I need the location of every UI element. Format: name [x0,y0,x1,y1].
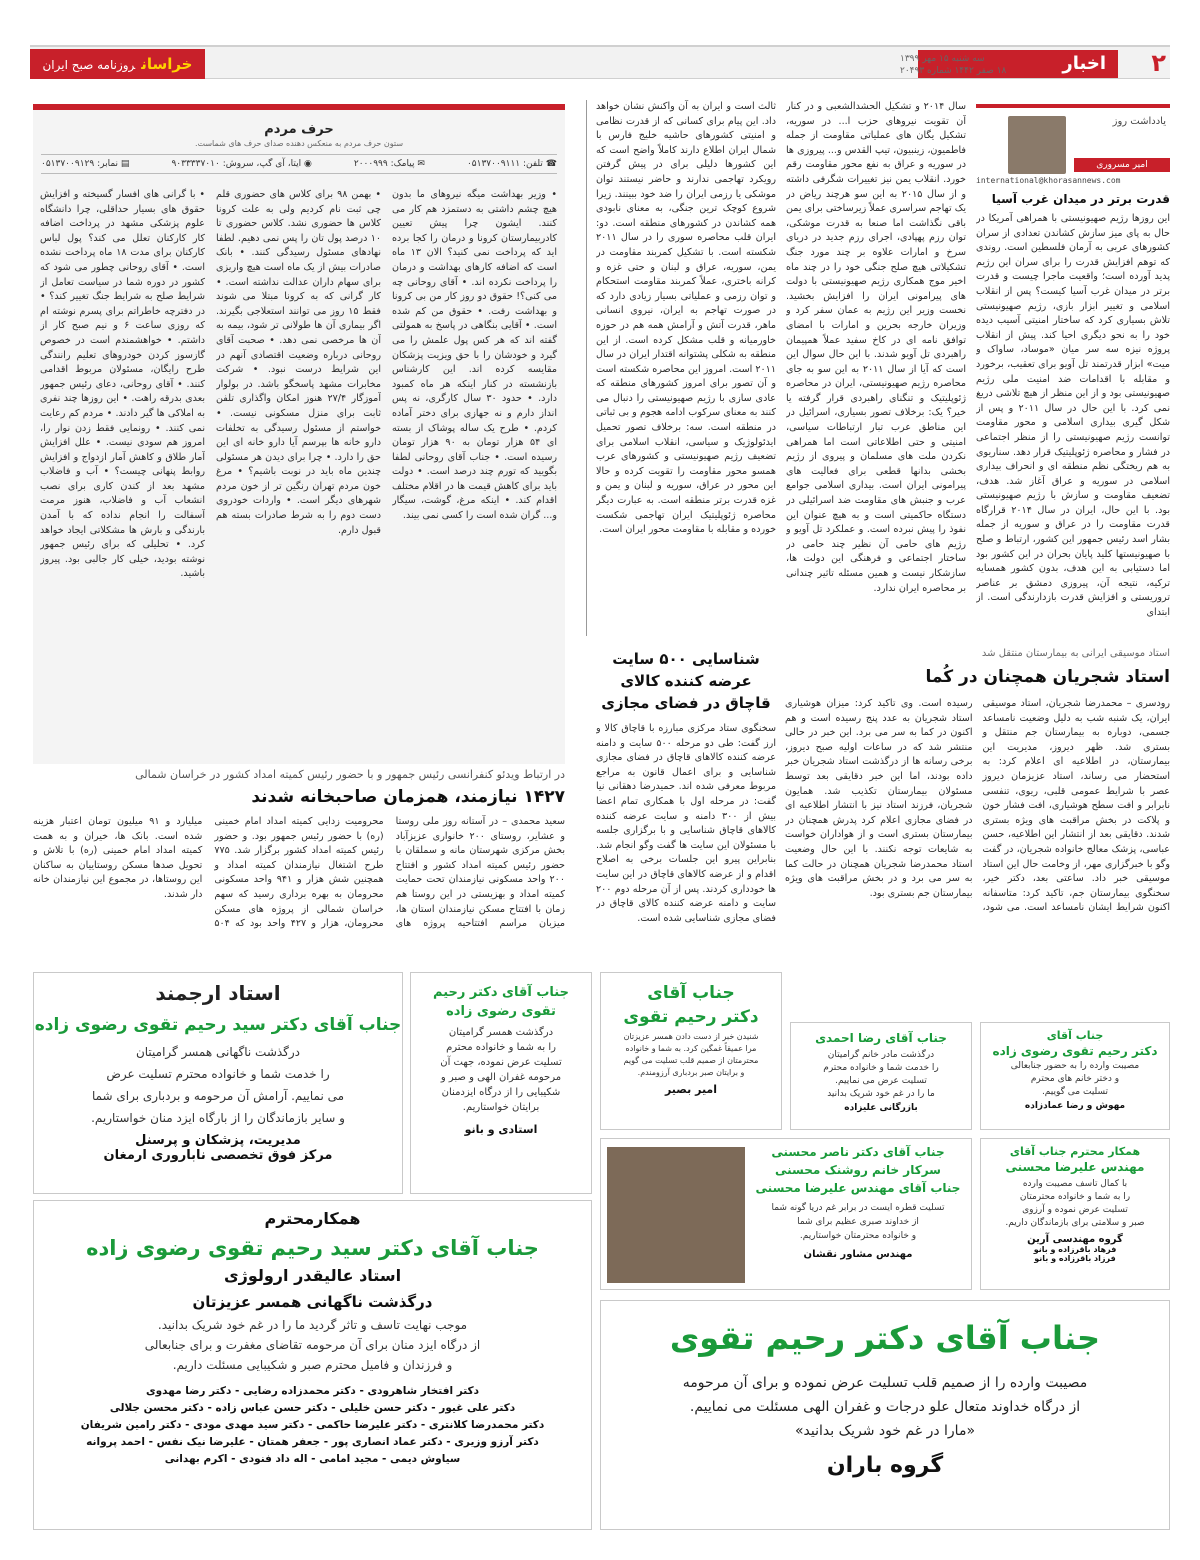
ad-signature: مرکز فوق تخصصی ناباروری ارمغان [103,1148,333,1163]
note-title: قدرت برتر در میدان غرب آسیا [991,192,1170,206]
analysis-text-col2: ثالث است و ایران به آن واکنش نشان خواهد داد. این پیام برای کسانی که از قدرت نظامی و امنیتی کشورهای حاشیه خلیج فارس با شمال ایران اطلاع دارند کاملاً واضح است که این کشورها دلیلی برای در پیش گرفتن رویکرد تهاجمی ندارند و حاضر نیستند توان موشکی یا رزمی ایران را ضد خود ببینند. زیرا شروع کوچک ترین جنگی، به معنای نابودی همه کشاندن در کشورهای منطقه است. دو: ایران قلب محاصره سوری را در سال ۲۰۱۱ شکسته است. با تشکیل کمربند مقاومت در یمن، سوریه، عراق و لبنان و حتی غزه و کرانه باختری، عملاً کمربند مقاومت استحکام و توان رزمی و عملیاتی بسیار زیادی دارد که در صورت تهاجم به ایران، نیروی انسانی ماهر، قدرت آتش و آرامش همه هم در حوزه خاورمیانه و قلب مشکل کرده است. از این منطقه به شکلی پشتوانه اقتدار ایران در سال ۲۰۱۱ است. امروز این محاصره شکسته است و آن تصور برای امروز کشورهای منطقه که عادی سازی با رژیم صهیونیستی را دنبال می کنند به معنای سرکوب ادامه هجوم و بی ثباتی در منطقه است. سه: برخلاف تصور تحمیل ایدئولوژیک و سیاسی، انقلاب اسلامی برای تضعیف رژیم صهیونیستی و کشورهای عرب همسو محور مقاومت را تقویت کرده و حالا این محور در عراق، سوریه و لبنان و یمن و غزه قدرت برتر منطقه است. به عبارت دیگر محاصره ژئوپلیتیک ایران تهاجمی شکست خورده و مقابله با مقاومت محور ایران است. [596,101,776,536]
ad-line: درگذشت ناگهانی همسر عزیزتان [192,1293,433,1311]
ad-title: جناب آقای رضا احمدی [815,1031,947,1045]
ad-body [601,1371,1169,1443]
ad-body [601,1031,781,1079]
ad-line: درگذشت ناگهانی همسر گرامیتان [135,1045,301,1059]
date-line-1: سه شنبه ۱۵ مهر ۱۳۹۹ [900,54,985,64]
harf-subtitle: ستون حرف مردم به منعکس دهنده صدای حرف های شماست. [194,139,404,148]
ad-title: جناب آقای [1046,1029,1104,1042]
fax-number: ۰۵۱۳۷۰۰۹۱۲۹ [41,159,95,169]
ad-signature: مهندس مشاور نقشان [803,1249,913,1260]
apps-info[interactable]: ◉ ایتا، آی گپ، سروش: ۹۰۳۳۳۳۷۰۱۰ [171,159,312,169]
shajarian-article [785,648,1170,970]
harf-column-2: • بهمن ۹۸ برای کلاس های حضوری قلم چی ثبت نام کردیم ولی به علت کرونا کلاس ها حضوری نشد. کلاس حضوری تا ۱۰ درصد پول تان را پس نمی دهیم. لطفا نهادهای مسئول رسیدگی کنند. • بانک صادرات بیش از یک ماه است هیچ واریزی برای سهام داران عدالت نداشته است. • کار گرانی که به کرونا مبتلا می شوند فقط ۱۵ روز می توانند استعلاجی بگیرند. اگر بیماری آن ها طولانی تر شود، بیمه به آن ها مرخصی نمی دهد. • صحبت آقای روحانی درباره وضعیت اقتصادی آنهم در این شرایط درست نبود. • شرکت مخابرات مشهد پاسخگو باشد. در بولوار آموزگار ۲۷/۴ هنوز امکان واگذاری تلفن ثابت برای منزل مسکونی نیست. • خواستم از مسئول رسیدگی به تخلفات دارو خانه ها بپرسم آیا دارو خانه ای این حق را دارد. • چرا برای دیدن هر مسئولی چندین ماه باید در نوبت باشیم؟ • مرغ خون مردم تهران رنگین تر از خون مردم شهرهای دیگر است. • واردات خودروی دست دوم را به شرط صادرات بسته هم قبول دارم. [216,189,381,536]
ad-line: محترمتان از صمیم قلب تسلیت می گویم [623,1056,759,1065]
ad-signature: استادی و بانو [464,1123,538,1136]
ad-line: و سایر بازماندگان را از بارگاه ایزد منان خواستاریم. [91,1111,345,1125]
housing-title: ۱۴۲۷ نیازمند، همزمان صاحبخانه شدند [251,787,565,807]
ad-signature: امیر بصیر [664,1083,718,1096]
ad-body [34,1041,402,1129]
ad-signature: فرزاد باقرزاده و بانو [1034,1254,1116,1263]
ad-signature: مهوش و رضا عمادزاده [1024,1101,1126,1111]
harf-mardom-section [33,104,565,764]
condolence-ad-ostadi [410,972,592,1194]
condolence-ad-urology [33,1200,592,1530]
ad-body [981,1060,1169,1099]
ad-line: تسلیت قطره ایست در برابر غم دریا گونه شما [771,1203,945,1213]
author-photo [1008,116,1066,174]
ad-body [34,1315,591,1375]
condolence-ad-naqshan [600,1138,972,1290]
editorial-note [976,104,1170,640]
ad-signature: گروه باران [826,1453,944,1478]
ad-line: شکیبایی را از درگاه ایزدمنان [441,1087,561,1098]
phone-label: تلفن: [523,159,543,169]
column-divider [586,100,587,636]
ad-line: ما را در غم خود شریک بدانید [827,1089,935,1099]
ad-line: می نماییم. آرامش آن مرحومه و بردباری برای شما [91,1089,345,1103]
note-top-rule [976,104,1170,108]
ad-line: موجب نهایت تاسف و تاثر گردید ما را در غم خود شریک بدانید. [157,1318,468,1332]
issue-date [900,53,1040,77]
ad-line: مصیبت وارده را به حضور جنابعالی [1010,1061,1140,1071]
fax-info[interactable]: ▤ نمابر: ۰۵۱۳۷۰۰۹۱۲۹ [41,159,130,169]
shajarian-body: رودسری – محمدرضا شجریان، استاد موسیقی ایران، یک شنبه شب به دلیل وضعیت نامساعد جسمی، دوباره به بیمارستان جم منتقل و بستری شد. ظهر دیروز، مدیریت این بیمارستان، در اطلاعیه ای اعلام کرد: به استحضار می رساند، استاد عزیزمان دیروز عصر با شرایط عمومی قلبی، ریوی، تنفسی نابرابر و افت سطح هوشیاری، افت فشار خون و پلاکت در بخش مراقبت های ویژه بستری شدند. دقایقی بعد از انتشار این اطلاعیه، حسن عباسی، پزشک معالج خانواده شجریان، در گفت وگو با خبرگزاری مهر، از وخامت حال این استاد موسیقی خبر داد. ساعتی بعد، دکتر خیر، سخنگوی بیمارستان جم، تاکید کرد: متاسفانه اکنون شرایط ایشان نامساعد است. می شود، رسیده است. وی تاکید کرد: میزان هوشیاری استاد شجریان به عدد پنج رسیده است و هم اکنون در کما به سر می برد. این خبر در حالی منتشر شد که در ساعات اولیه صبح دیروز، برخی رسانه ها از درگذشت استاد شجریان خبر داده بودند، اما این خبر دقایقی بعد توسط مسئولان بیمارستان تکذیب شد. همایون شجریان، فرزند استاد نیز با انتشار اطلاعیه ای در فضای مجازی اعلام کرد پدرش همچنان در بیمارستان بستری است و از هواداران خواست به شایعات توجه نکنند. با این حال وضعیت استاد محمدرضا شجریان همچنان در حالت کما به سر می برد و در بخش مراقبت های ویژه بیمارستان جم بستری بود. [785,698,1170,914]
condolence-ad-arian [980,1138,1170,1290]
ad-body [751,1201,965,1243]
ad-signature: گروه مهندسی آرین [1027,1234,1123,1245]
ad-subtitle: استاد عالیقدر ارولوژی [223,1266,402,1285]
fax-label: نمابر: [97,159,119,169]
ad-line: مرا عمیقاً غمگین کرد. به شما و خانواده [625,1044,757,1053]
ad-signature: دکتر محمدرضا کلانتری - دکتر علیرضا حاکمی - دکتر سید مهدی مودی - دکتر رامین شریفان [80,1419,545,1431]
ad-line: را به شما و خانواده محترم [446,1042,556,1053]
page-header [30,45,1170,79]
smuggling-title: شناسایی ۵۰۰ سایت عرضه کننده کالای قاچاق در فضای مجازی [601,650,771,712]
note-label: یادداشت روز [1112,116,1166,127]
ad-line: مرحومه غفران الهی و صبر و [440,1072,562,1083]
ad-line: درگذشت همسر گرامیتان [448,1027,554,1038]
phone-info[interactable]: ☎ تلفن: ۰۵۱۳۷۰۰۹۱۱۱ [466,159,557,169]
ad-line: شنیدن خبر از دست دادن همسر عزیزتان [623,1032,759,1041]
harf-top-rule [33,104,565,110]
harf-title: حرف مردم [264,122,334,137]
ad-signature: فرهاد باقرزاده و بانو [1033,1245,1117,1254]
newspaper-logo[interactable] [30,49,205,79]
logo-tagline: روزنامه صبح ایران [42,58,136,72]
ad-signature: دکتر آرزو وزیری - دکتر عماد انصاری پور - جعفر همتان - علیرضا نیک نفس - احمد پروانه [86,1436,539,1448]
condolence-ad-emadzadeh [980,1022,1170,1130]
housing-article [33,768,565,968]
ad-line: برایتان خواستاریم. [462,1102,540,1113]
note-body: این روزها رژیم صهیونیستی با همراهی آمریکا در حال به پای میز سازش کشاندن تعدادی از سران کشورهای عربی به آرمان فلسطین است. روندی که توهم افزایش قدرت را برای سران این رژیم پدید آورده است؛ واقعیت ماجرا چیست و قدرت برتر در میدان غرب آسیا کیست؟ پس از انقلاب اسلامی و تغییر ابزار بازی، رژیم صهیونیستی تلاش بسیاری کرد که ساختار امنیتی آسیب دیده خود را به نحو دیگری احیا کند. پیش از انقلاب پروژه نیزه سه سر میان «موساد، ساواک و میت» ابزار قدرتمند تل آویو برای تعقیب، برخورد و مقابله با اقدامات ضد امنیت ملی رژیم صهیونیستی بود و از این منظر از هیچ تلاشی دریغ نمی کرد. با این حال در سال ۲۰۱۱ و پس از شکل گیری بیداری اسلامی و محور مقاومت توانست رژیم صهیونیستی را از منظر اجتماعی در فشار و محاصره ژئوپلیتیک قرار دهد. سناریوی به هم ریختگی نظم منطقه ای و انحراف بیداری اسلامی در سوریه و عراق آغاز شد. هدف، تضعیف مقاومت و سازش با رژیم صهیونیستی بود. با این حال، ایران در سال ۲۰۱۴ قرارگاه قدرت مقاومت را در عراق و سوریه از جمله بشار اسد رئیس جمهور این کشور، ارتباط و صلح با صهیونیستها کلید پایان بحران در این کشور بود اما دستیابی به این هدف، بدون کشور همسایه ترکیه، نتیجه آن، پیروزی دمشق بر عناصر تروریستی و افزایش قدرت بازدارندگی است. از ابتدای [976,213,1170,619]
portrait-photo [607,1147,745,1283]
ad-name: تقوی رضوی زاده [446,1004,556,1019]
ad-line: از خداوند صبری عظیم برای شما [797,1217,919,1227]
ad-name: جناب آقای دکتر سید رحیم تقوی رضوی زاده [34,1015,402,1035]
ad-name: مهندس علیرضا محسنی [1005,1160,1145,1174]
ad-body [981,1178,1169,1230]
ad-signature: مدیریت، پزشکان و پرسنل [135,1133,301,1148]
ad-line: و خانواده محترمتان خواستاریم. [799,1231,917,1241]
harf-column-3: • با گرانی های افسار گسیخته و افزایش حقوق های بسیار حداقلی، چرا دانشگاه علوم پزشکی مشهد در پرداخت اضافه کار کارکنان تعلل می کند؟ پول لباس کارکنان برای مدت ۱۸ ماه پرداخت نشده است. • آقای روحانی چطور می شود که کشور در دوره شما در سیاست تعامل از شرایط صلح به شرایط جنگ تغییر کند؟ • در دفترچه خاطراتم برای پسرم نوشته ام که روزی ساعت ۶ و نیم صبح کار از داشتم. • خواهشمندم است در خصوص گازسوز کردن خودروهای تعلیم رانندگی طرح رایگان، مسئولان مربوط اقدامی کنند. • آقای روحانی، دعای رئیس جمهور بعدی بدرقه راهت. • این روزها چند نفری به املاکی ها گیر دادند. • مردم کم رعایت نمی کنند. • رونمایی فقط زدن نوار را، امروز هم سودی نیست. • علل افزایش آمار طلاق و کاهش آمار ازدواج و افزایش روابط پنهانی چیست؟ • آب و فاضلاب مشهد بعد از کندن کاری برای نصب انشعاب آب و فاضلاب، هنوز مرمت آسفالت را انجام نداده که با آمدن بارندگی و بارش ها مشکلاتی ایجاد خواهد کرد. • تحلیلی که برای رئیس جمهور نوشته بودید، خیلی کار جالبی بود. پیروز باشید. [40,189,205,580]
ad-signatories [34,1383,591,1468]
ad-title: همکارمحترم [264,1209,361,1228]
condolence-ad-alizadeh [790,1022,972,1130]
ad-body [791,1049,971,1101]
author-email[interactable]: international@khorasannews.com [976,176,1121,185]
ad-title: استاد ارجمند [155,981,281,1005]
date-line-2: ۱۸ صفر ۱۴۴۲ شماره ۲۰۴۹۳ [900,66,1007,76]
ad-line: مصیبت وارده را از صمیم قلب تسلیت عرض نموده و برای آن مرحومه [682,1375,1088,1391]
condolence-ad-baran [600,1300,1170,1530]
ad-line: تسلیت عرض نموده و آرزوی [1022,1205,1128,1215]
author-name: امیر مسروری [1074,158,1170,172]
ad-signature: بازرگانی علیزاده [844,1103,918,1113]
analysis-text-col1: سال ۲۰۱۴ و تشکیل الحشدالشعبی و در کنار آن تقویت نیروهای حزب ا... در سوریه، تشکیل یگان های عملیاتی مقاومت از جمله فاطمیون، زینبیون، تیپ القدس و... پیروزی ها در سوریه و عراق به نفع محور مقاومت رقم خورد. انقلاب یمن نیز تغییرات شگرفی داشته و از سال ۲۰۱۵ به این سو هرچند ریاض در یک تهاجم سراسری عملاً زیرساختی برای یمن باقی نگذاشت اما صنعا به قدرت موشکی، توان رزم پهپادی، اجرای رزم جدید در دریای سرخ و امارات علاوه بر چند مورد جنگ تشکیلاتی هیچ صلح جنگی خود را در چند ماه اخیر موج همکاری رژیم صهیونیستی با دولت های پیرامونی ایران را افزایش بخشید. نخست وزیر این رژیم به عمان سفر کرد و وزیران خارجه بحرین و امارات با امضای توافق نامه ای در کاخ سفید عملاً همپیمان راهبردی تل آویو شدند. با این حال سوال این است که آیا از سال ۲۰۱۱ به این سو به جای محاصره رژیم صهیونیستی، ایران در محاصره ژئوپلیتیک و تنگنای راهبردی قرار گرفته یا خیر؟ یک: برخلاف تصور بسیاری، اسرائیل در این مناطق عرب تبار ارتباطات سیاسی، امنیتی و حتی اطلاعاتی است اما همراهی نکردن ملت های مسلمان و پیروی از رژیم بخشی بدانها قطعی برای فعالیت های پیرامونی ایران است. بیداری اسلامی جوامع عرب و جنبش های مقاومت ضد اسرائیلی در دستگاه حاکمیتی است و به هیچ عنوان این نفوذ را پیش نبرده است. و عملکرد تل آویو و رژیم های حامی آن نظیر چند حامی در ساختار اجتماعی و فرهنگی این دولت ها، سازشکار نیست و همین مسئله تاثیر چندانی بر محاصره ایران ندارد. [786,101,966,594]
sms-info[interactable]: ✉ پیامک: ۲۰۰۰۹۹۹ [353,159,425,169]
ad-line: را خدمت شما و خانواده محترم تسلیت عرض [106,1067,330,1081]
shajarian-title: استاد شجریان همچنان در کُما [925,667,1170,687]
apps-number: ۹۰۳۳۳۳۷۰۱۰ [171,159,220,169]
section-title: اخبار [918,50,1118,78]
ad-line: صبر و سلامتی برای بازماندگان داریم. [1005,1218,1145,1228]
ad-name: دکتر رحیم تقوی رضوی زاده [992,1044,1158,1058]
ad-title: جناب آقای [647,983,735,1003]
ad-line: «مارا در غم خود شریک بدانید» [794,1423,976,1439]
housing-body: سعید محمدی – در آستانه روز ملی روستا و عشایر، روستای ۲۰۰ خانواری عزیزآباد بخش مرکزی شهرستان مانه و سملقان با حضور رئیس کمیته امداد کشور و افتتاح ۲۰۰ واحد مسکونی نیازمندان تحت حمایت کمیته امداد و بهزیستی در این روستا هم زمان با افتتاح مسکن نیازمندان استان ها، میزبان مراسم افتتاحیه پروژه های محرومیت زدایی کمیته امداد امام خمینی (ره) با حضور رئیس جمهور بود. و حضور رئیس کمیته امداد کشور برگزار شد. ۷۷۵ طرح اشتغال نیازمندان کمیته امداد و همچنین شش هزار و ۹۴۱ واحد مسکونی محرومان به بهره برداری رسید که سهم خراسان شمالی از پروژه های مسکن محرومان، هزار و ۴۲۷ واحد بود که ۵۰۴ میلیارد و ۹۱ میلیون تومان اعتبار هزینه شده است. بانک ها، خیران و به همت کمیته امداد امام خمینی (ره) با تلاش و تحویل صدها مسکن روستاییان به ساکنان این روستاها، در مجموع این نیازمندان خانه دار شدند. [33,816,565,930]
ad-line: و فرزندان و فامیل محترم صبر و شکیبایی مسئلت داریم. [172,1358,453,1372]
ad-line: از درگاه ایزد منان برای آن مرحومه تقاضای مغفرت و برای جنابعالی [144,1338,481,1352]
ad-name: دکتر رحیم تقوی [623,1007,759,1027]
ad-line: تسلیت عرض می نماییم. [835,1076,927,1086]
ad-line: و دختر خانم های محترم [1030,1074,1120,1084]
ad-signature: سیاوش دیمی - مجید امامی - اله داد فنودی - اکرم بهدانی [164,1453,461,1465]
harf-contact-bar [41,154,557,174]
harf-column-1: • وزیر بهداشت میگه نیروهای ما بدون هیچ چشم داشتی به دستمزد هم کار می کنند. ایشون چرا پیش تعیین کادربیمارستان کرونا و درمان را کجا برده اید که پرداخت نمی کنید؟ الان ۱۳ ماه است که اضافه کارهای بهداشت و درمان را پرداخت نکرده اند. • آقای روحانی چه می کنی؟! حقوق دو روز کار من بی کرونا و بهداشت رفت. • حقوق من کم شده است. • آقایی بنگاهی در پاسخ به همولتی گفته اند که هر کس پول علمش را می گیرد و خودشان را با حق ویزیت پزشکان مقایسه کرده اند. این کارشناس بازنشسته در کنار اینکه هر ماه کمبود دارد. • حدود ۳۰ سال کارگری، نه پس انداز دارم و نه جهازی برای دختر آماده کردم. • طرح یک ساله پوشاک از بسته ای ۵۴ هزار تومان به ۹۰ هزار تومان رسیده است. • جناب آقای روحانی لطفا بگویید که تورم چند درصد است. • دولت باید برای کاهش قیمت ها در اقلام مختلف اقدام کند. • اینکه مرغ، گوشت، سیگار و... گران شده است را کسی نمی بیند. [392,189,557,522]
ad-title: سرکار خانم روشنک محسنی [775,1163,941,1177]
ad-line: با کمال تاسف مصیبت وارده [1022,1179,1128,1189]
ad-title: جناب آقای دکتر رحیم [433,985,569,1000]
apps-label: ایتا، آی گپ، سروش: [222,159,302,169]
sms-number: ۲۰۰۰۹۹۹ [353,159,388,169]
smuggling-article [596,648,776,970]
shajarian-kicker: استاد موسیقی ایرانی به بیمارستان منتقل شد [981,648,1170,659]
ad-title: جناب آقای دکتر ناصر محسنی [771,1145,945,1159]
ad-line: را به شما و خانواده محترمتان [1019,1192,1131,1202]
ad-line: را خدمت شما و خانواده محترم [823,1063,939,1073]
phone-number: ۰۵۱۳۷۰۰۹۱۱۱ [466,159,521,169]
housing-kicker: در ارتباط ویدئو کنفرانسی رئیس جمهور و با حضور رئیس کمیته امداد کشور در خراسان شمالی [135,768,565,781]
ad-title: همکار محترم جناب آقای [1009,1145,1141,1158]
ad-line: درگذشت مادر خانم گرامیتان [827,1050,935,1060]
ad-signature: دکتر علی غیور - دکتر حسن خلیلی - دکتر حسن عباس زاده - دکتر محسن جلالی [109,1402,516,1414]
ad-title: جناب آقای مهندس علیرضا محسنی [755,1181,961,1195]
logo-name: خراسان [141,55,193,73]
ad-line: و برایتان صبر بردباری آرزومندم. [637,1068,745,1077]
condolence-ad-basir [600,972,782,1130]
page-number: ۲ [1151,49,1166,77]
sms-label: پیامک: [390,159,415,169]
condolence-ad-armaghan [33,972,403,1194]
smuggling-body: سخنگوی ستاد مرکزی مبارزه با قاچاق کالا و ارز گفت: طی دو مرحله ۵۰۰ سایت و دامنه عرضه کننده کالاهای قاچاق در فضای مجازی شناسایی و برای اعمال قانون به مراجع مربوط معرفی شده اند. حمیدرضا دهقانی نیا گفت: در مرحله اول با همکاری تمام اعضا بیش از ۳۰۰ دامنه و سایت عرضه کننده کالاهای قاچاق شناسایی و با برگزاری جلسه با مسئولان این سایت ها گفت وگو انجام شد. بنابراین پیرو این جلسات برخی به اصلاح اقدام و از عرضه کالاهای قاچاق در این سایت ها خودداری کردند. پس از آن مرحله دوم ۲۰۰ سایت و دامنه عرضه کننده کالای قاچاق در فضای مجازی شناسایی شده است. [596,723,776,924]
ad-line: تسلیت می گوییم. [1041,1087,1109,1097]
ad-body [411,1025,591,1115]
ad-line: از درگاه خداوند متعال علو درجات و غفران الهی مسئلت می نماییم. [689,1399,1081,1415]
ad-signature: دکتر افتخار شاهرودی - دکتر محمدزاده رضایی - دکتر رضا مهدوی [145,1385,480,1397]
ad-line: تسلیت عرض نموده، جهت آن [440,1057,562,1068]
ad-name: جناب آقای دکتر سید رحیم تقوی رضوی زاده [86,1236,539,1260]
ad-title: جناب آقای دکتر رحیم تقوی [669,1319,1101,1357]
